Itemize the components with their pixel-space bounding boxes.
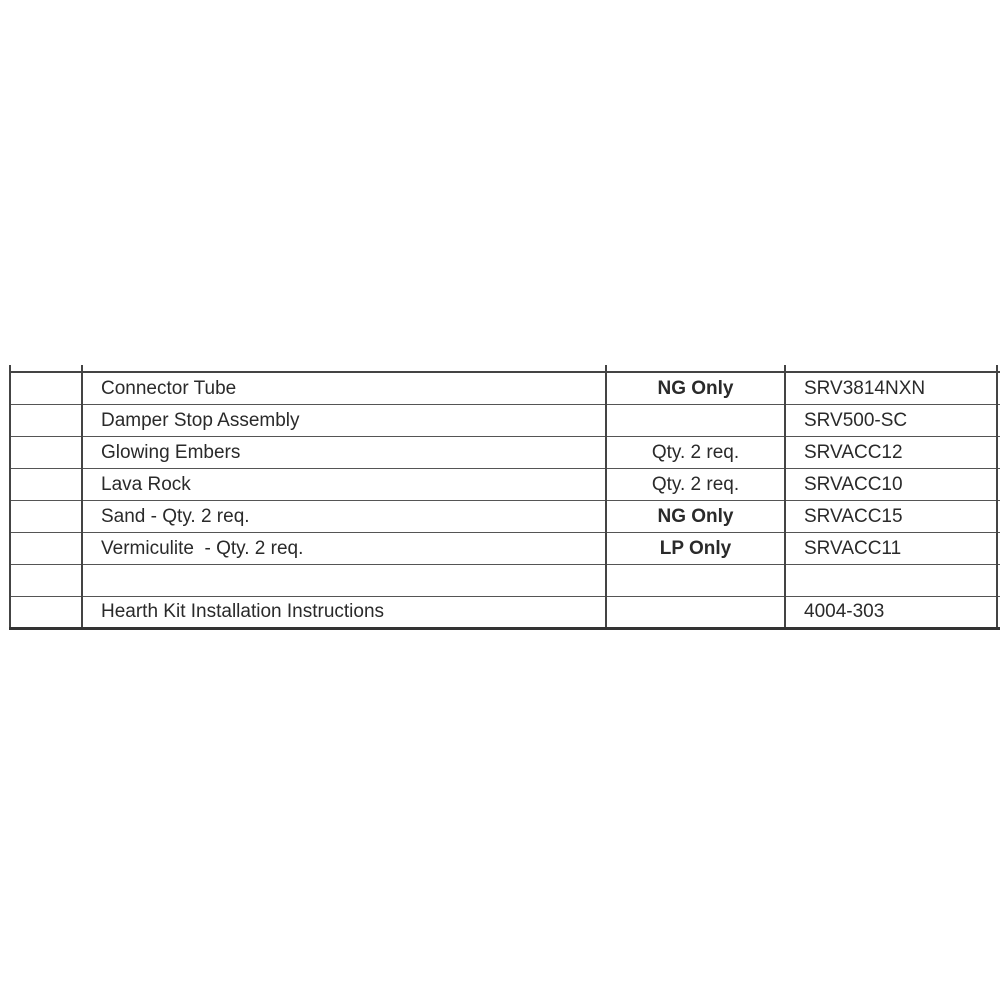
item-number-cell (10, 405, 82, 437)
part-number-cell: SRV3814NXN (785, 372, 997, 405)
item-number-cell (10, 501, 82, 533)
table-row (10, 372, 1000, 405)
table-row (10, 597, 1000, 629)
item-number-cell (10, 372, 82, 405)
item-number-cell (10, 533, 82, 565)
note-cell: NG Only (606, 501, 785, 533)
description-cell: Connector Tube (82, 372, 606, 405)
part-number-cell: SRVACC12 (785, 437, 997, 469)
table-row (10, 469, 1000, 501)
description-cell: Hearth Kit Installation Instructions (82, 597, 606, 629)
table-row (10, 501, 1000, 533)
description-cell (82, 365, 606, 372)
table-row-partial (10, 365, 1000, 372)
note-cell (606, 405, 785, 437)
part-number-cell: SRVACC11 (785, 533, 997, 565)
item-number-cell (10, 437, 82, 469)
note-cell: LP Only (606, 533, 785, 565)
part-number-cell: SRV500-SC (785, 405, 997, 437)
part-number-cell (785, 565, 997, 597)
parts-list-table (9, 365, 1000, 630)
note-cell (606, 365, 785, 372)
item-number-cell (10, 365, 82, 372)
item-number-cell (10, 597, 82, 629)
item-number-cell (10, 469, 82, 501)
note-cell: Qty. 2 req. (606, 469, 785, 501)
part-number-cell: SRVACC10 (785, 469, 997, 501)
description-cell: Sand - Qty. 2 req. (82, 501, 606, 533)
item-number-cell (10, 565, 82, 597)
table-row (10, 533, 1000, 565)
part-number-cell (785, 365, 997, 372)
note-cell: NG Only (606, 372, 785, 405)
note-cell (606, 565, 785, 597)
part-number-cell: 4004-303 (785, 597, 997, 629)
note-cell: Qty. 2 req. (606, 437, 785, 469)
table-row-empty (10, 565, 1000, 597)
description-cell: Glowing Embers (82, 437, 606, 469)
part-number-cell: SRVACC15 (785, 501, 997, 533)
description-cell: Vermiculite - Qty. 2 req. (82, 533, 606, 565)
description-cell (82, 565, 606, 597)
description-cell: Damper Stop Assembly (82, 405, 606, 437)
table-row (10, 437, 1000, 469)
table-row (10, 405, 1000, 437)
note-cell (606, 597, 785, 629)
description-cell: Lava Rock (82, 469, 606, 501)
